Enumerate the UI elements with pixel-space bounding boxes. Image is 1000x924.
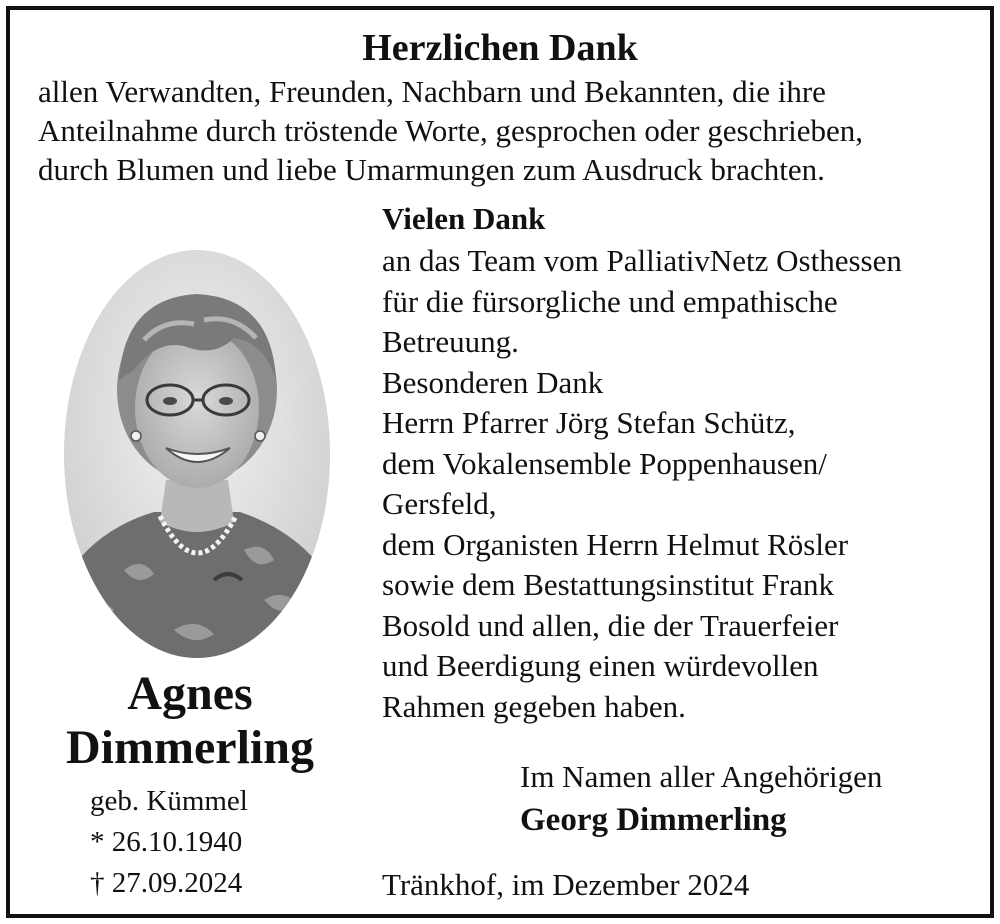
thanks-line: dem Organisten Herrn Helmut Rösler (382, 526, 849, 562)
thanks-heading: Vielen Dank (382, 201, 546, 236)
intro-line: durch Blumen und liebe Umarmungen zum Ausdruck brachten. (38, 152, 825, 187)
thanks-line: Bosold und allen, die der Trauerfeier (382, 607, 839, 643)
portrait-illustration (64, 250, 330, 658)
thanks-line: für die fürsorgliche und empathische (382, 283, 838, 319)
place-and-date: Tränkhof, im Dezember 2024 (382, 867, 750, 902)
thanks-line: Betreuung. (382, 324, 519, 359)
intro-line: Anteilnahme durch tröstende Worte, gesprochen oder geschrieben, (38, 113, 864, 148)
thanks-line: Rahmen gegeben haben. (382, 688, 686, 724)
thanks-line: Gersfeld, (382, 486, 497, 521)
intro-line: allen Verwandten, Freunden, Nachbarn und Bekannten, die ihre (38, 74, 826, 109)
deceased-last-name: Dimmerling (66, 721, 314, 774)
death-date: † 27.09.2024 (90, 867, 243, 899)
thanks-line: Besonderen Dank (382, 364, 604, 400)
birth-date: * 26.10.1940 (90, 826, 243, 858)
notice-title: Herzlichen Dank (362, 27, 638, 69)
portrait-photo (64, 250, 330, 658)
thanks-text (382, 241, 902, 727)
deceased-first-name: Agnes (127, 667, 253, 720)
maiden-name: geb. Kümmel (90, 785, 248, 817)
thanks-line: Herrn Pfarrer Jörg Stefan Schütz, (382, 405, 796, 440)
signature-name: Georg Dimmerling (520, 802, 787, 838)
obituary-notice (6, 6, 994, 918)
signature-line: Im Namen aller Angehörigen (520, 759, 883, 794)
thanks-line: sowie dem Bestattungsinstitut Frank (382, 567, 835, 602)
thanks-line: und Beerdigung einen würdevollen (382, 648, 819, 683)
thanks-line: dem Vokalensemble Poppenhausen/ (382, 445, 827, 481)
thanks-line: an das Team vom PalliativNetz Osthessen (382, 243, 902, 278)
intro-text (38, 72, 863, 189)
